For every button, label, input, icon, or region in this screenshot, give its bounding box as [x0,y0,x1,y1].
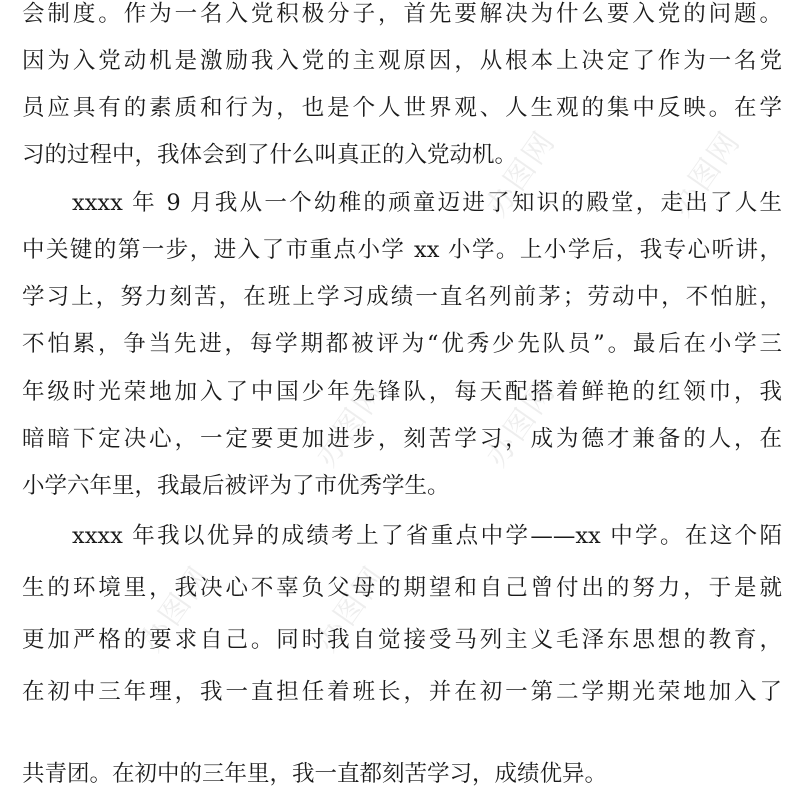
paragraph-line: xxxx 年 9 月我从一个幼稚的顽童迈进了知识的殿堂，走出了人生 [72,190,782,216]
paragraph-line: 小学六年里，我最后被评为了市优秀学生。 [22,473,450,499]
paragraph-line: 学习上，努力刻苦，在班上学习成绩一直名列前茅；劳动中，不怕脏， [22,284,782,310]
paragraph-line: 不怕累，争当先进，每学期都被评为“优秀少先队员”。最后在小学三 [22,331,782,357]
paragraph-line: 员应具有的素质和行为，也是个人世界观、人生观的集中反映。在学 [22,95,782,121]
watermark: 办图网 [309,374,393,474]
paragraph-line: 习的过程中，我体会到了什么叫真正的入党动机。 [22,142,518,168]
paragraph-line: xxxx 年我以优异的成绩考上了省重点中学——xx 中学。在这个陌 [72,523,782,549]
paragraph-line: 因为入党动机是激励我入党的主观原因，从根本上决定了作为一名党 [22,48,782,74]
paragraph-line: 中关键的第一步，进入了市重点小学 xx 小学。上小学后，我专心听讲， [22,237,782,263]
paragraph-line: 共青团。在初中的三年里，我一直都刻苦学习，成绩优异。 [22,761,608,787]
paragraph-line: 年级时光荣地加入了中国少年先锋队，每天配搭着鲜艳的红领巾，我 [22,379,782,405]
paragraph-line: 更加严格的要求自己。同时我自觉接受马列主义毛泽东思想的教育， [22,627,782,653]
watermark: 办图网 [664,124,748,224]
watermark: 办图网 [309,559,393,659]
watermark: 办图网 [479,374,563,474]
watermark: 办图网 [479,124,563,224]
paragraph-line: 暗暗下定决心，一定要更加进步，刻苦学习，成为德才兼备的人，在 [22,426,782,452]
paragraph-line: 在初中三年理，我一直担任着班长，并在初一第二学期光荣地加入了 [22,679,782,705]
paragraph-line: 会制度。作为一名入党积极分子，首先要解决为什么要入党的问题。 [22,1,782,27]
paragraph-line: 生的环境里，我决心不辜负父母的期望和自己曾付出的努力，于是就 [22,575,782,601]
watermark: 办图网 [134,559,218,659]
